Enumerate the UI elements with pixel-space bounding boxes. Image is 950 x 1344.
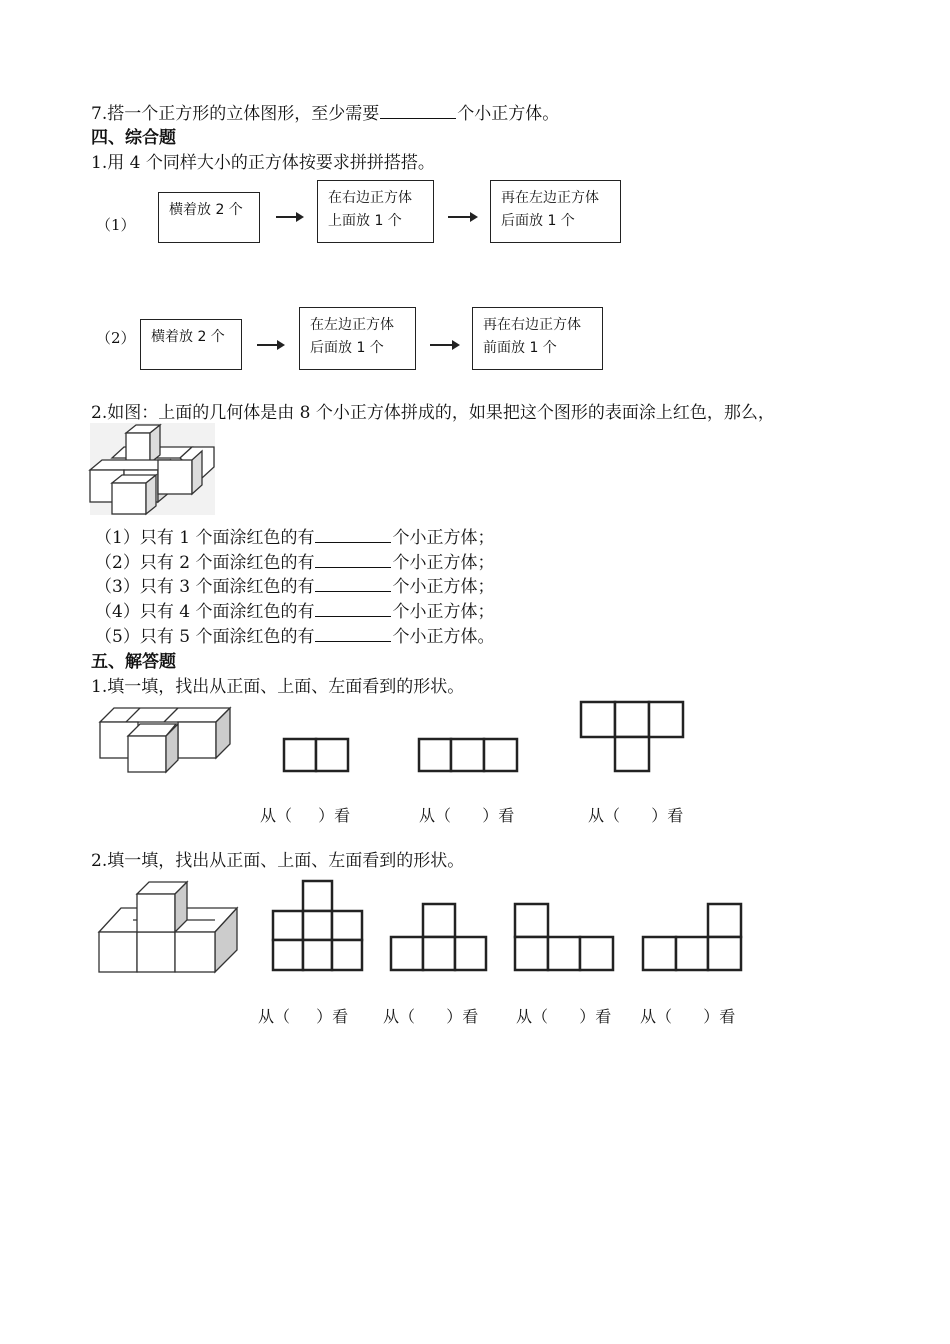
s5-q1-text: 1.填一填，找出从正面、上面、左面看到的形状。 [91,677,465,697]
row2-step1-box [140,319,242,370]
view-two-squares [283,738,349,772]
s5-q2-text: 2.填一填，找出从正面、上面、左面看到的形状。 [91,851,465,871]
q2-item-text: （4）只有 4 个面涂红色的有 [95,602,315,622]
row1-step3-line2: 后面放 1 个 [501,213,575,229]
section-4-title: 四、综合题 [91,128,176,148]
answer-blank[interactable] [315,600,391,617]
row2-step1-text: 横着放 2 个 [151,329,225,345]
cube-stack-figure [90,423,215,515]
view-label: 从（ ）看 [383,1007,479,1026]
s4-q2-text: 2.如图：上面的几何体是由 8 个小正方体拼成的，如果把这个图形的表面涂上红色，那么， [91,403,775,423]
row1-step2-line2: 上面放 1 个 [328,213,402,229]
view-label: 从（ ）看 [258,1007,349,1026]
row1-label: （1） [96,216,136,234]
q7-text-before: 7.搭一个正方形的立体图形，至少需要 [91,104,380,124]
answer-blank[interactable] [380,102,456,119]
row1-step1-box [158,192,260,243]
view-left-tower-shape [514,903,614,971]
answer-blank[interactable] [315,526,391,543]
q2-item-text: （1）只有 1 个面涂红色的有 [95,528,315,548]
q2-item-text: 个小正方体。 [392,627,495,647]
answer-blank[interactable] [315,625,391,642]
view-label: 从（ ）看 [640,1007,736,1026]
row2-step2-box [299,307,416,370]
view-right-tower-shape [642,903,742,971]
row2-label: （2） [96,329,136,347]
view-label: 从（ ）看 [419,806,515,825]
q2-item-text: （3）只有 3 个面涂红色的有 [95,577,315,597]
row2-step3-line1: 再在右边正方体 [483,317,581,333]
arrow-icon [276,216,302,218]
q7-text-after: 个小正方体。 [457,104,560,124]
row1-step2-line1: 在右边正方体 [328,190,412,206]
arrow-icon [448,216,476,218]
arrow-icon [430,344,458,346]
answer-blank[interactable] [315,551,391,568]
q2-item-5 [95,625,494,648]
q2-item-text: （5）只有 5 个面涂红色的有 [95,627,315,647]
q2-item-text: 个小正方体； [392,602,495,622]
row2-step2-line1: 在左边正方体 [310,317,394,333]
q2-item-text: 个小正方体； [392,577,495,597]
section-5-title: 五、解答题 [91,652,176,672]
row2-step3-box [472,307,603,370]
q2-item-text: （2）只有 2 个面涂红色的有 [95,553,315,573]
row2-step3-line2: 前面放 1 个 [483,340,557,356]
q2-item-2 [95,551,494,574]
row1-step3-box [490,180,621,243]
q2-item-text: 个小正方体； [392,528,495,548]
s4-q1-text: 1.用 4 个同样大小的正方体按要求拼拼搭搭。 [91,153,435,173]
arrow-icon [257,344,283,346]
view-pyramid-shape [272,880,363,971]
q2-item-4 [95,600,494,623]
view-center-tower-shape [390,903,487,971]
q2-item-text: 个小正方体； [392,553,495,573]
row1-step2-box [317,180,434,243]
row1-step3-line1: 再在左边正方体 [501,190,599,206]
view-label: 从（ ）看 [260,806,351,825]
q2-item-3 [95,575,494,598]
q2-item-1 [95,526,494,549]
answer-blank[interactable] [315,575,391,592]
view-label: 从（ ）看 [516,1007,612,1026]
question-7 [91,102,559,125]
view-t-shape [580,701,685,772]
q2-solid-figure [99,880,239,972]
view-label: 从（ ）看 [588,806,684,825]
row1-step1-text: 横着放 2 个 [169,202,243,218]
row2-step2-line2: 后面放 1 个 [310,340,384,356]
q1-solid-figure [100,706,232,772]
view-three-squares [418,738,518,772]
